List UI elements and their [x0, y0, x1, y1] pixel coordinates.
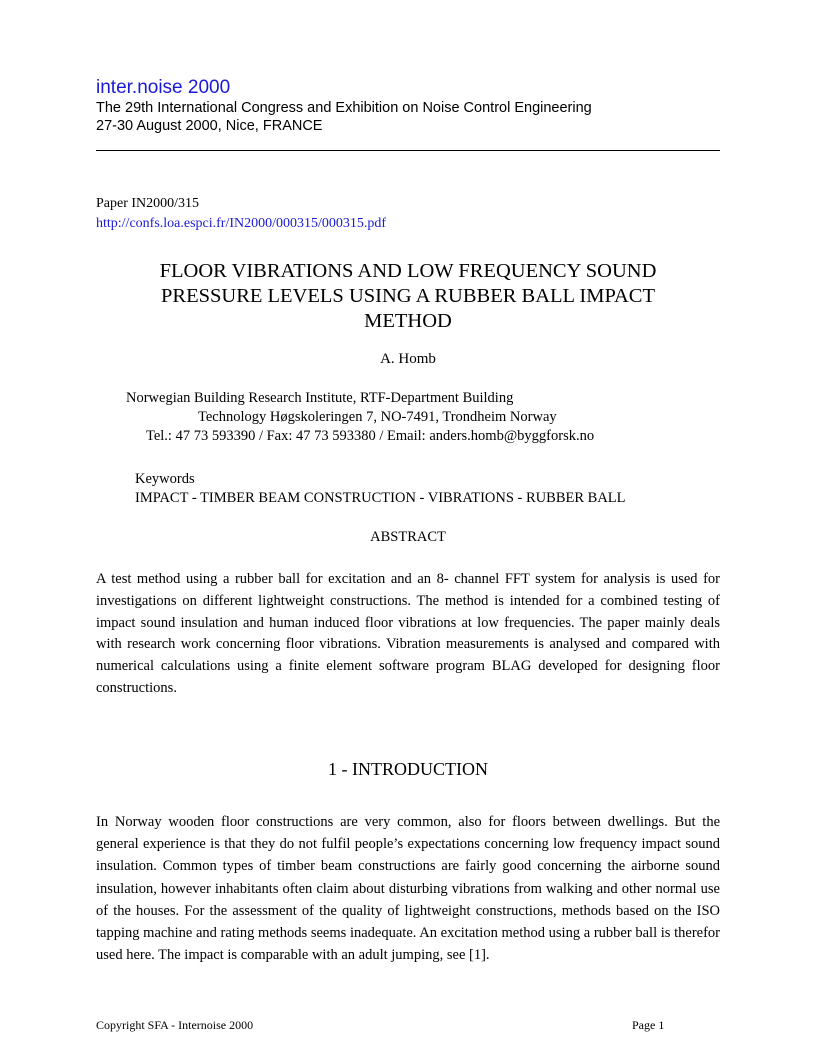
affiliation-line-2: Technology Høgskoleringen 7, NO-7491, Trondheim Norway [198, 409, 557, 425]
paper-title [96, 259, 720, 334]
paper-id: Paper IN2000/315 [96, 196, 200, 211]
author-name: A. Homb [380, 351, 436, 367]
title-line-1: FLOOR VIBRATIONS AND LOW FREQUENCY SOUND [159, 260, 657, 282]
congress-title: The 29th International Congress and Exhibition on Noise Control Engineering [96, 100, 592, 116]
conference-dates: 27-30 August 2000, Nice, FRANCE [96, 118, 323, 134]
affiliation-block [96, 389, 720, 446]
abstract-heading: ABSTRACT [370, 529, 446, 545]
affiliation-line-3: Tel.: 47 73 593390 / Fax: 47 73 593380 / Email: anders.homb@byggforsk.no [146, 428, 595, 444]
paper-url-link[interactable]: http://confs.loa.espci.fr/IN2000/000315/000315.pdf [96, 216, 387, 231]
keywords-label: Keywords [135, 471, 195, 487]
abstract-text: A test method using a rubber ball for excitation and an 8- channel FFT system for analysis is used for investigations on different lightweight constructions. The method is intended for a combined testing of impact sound insulation and human induced floor vibrations at low frequencies. The paper mainly deals with research work concerning floor vibrations. Vibration measurements is analysed and compared with numerical calculations using a finite element software program BLAG developed for designing floor constructions. [96, 571, 720, 696]
footer-page-number: Page 1 [632, 1018, 665, 1032]
footer-copyright: Copyright SFA - Internoise 2000 [96, 1018, 254, 1032]
title-line-2: PRESSURE LEVELS USING A RUBBER BALL IMPACT [161, 285, 655, 307]
header-divider [96, 150, 720, 151]
introduction-heading: 1 - INTRODUCTION [328, 759, 488, 779]
affiliation-line-1: Norwegian Building Research Institute, RTF-Department Building [126, 390, 514, 406]
conference-header [96, 77, 720, 135]
title-line-3: METHOD [364, 310, 452, 332]
introduction-text: In Norway wooden floor constructions are very common, also for floors between dwellings. But the general experience is that they do not fulfil people’s expectations concerning low frequency impact sound insulation. Common types of timber beam constructions are fairly good concerning the airborne sound insulation, however inhabitants often claim about disturbing vibrations from walking and other normal use of the houses. For the assessment of the quality of lightweight constructions, methods based on the ISO tapping machine and rating methods seems inadequate. An excitation method using a rubber ball is therefor used here. The impact is comparable with an adult jumping, see [1]. [96, 814, 720, 964]
keywords-list: IMPACT - TIMBER BEAM CONSTRUCTION - VIBRATIONS - RUBBER BALL [135, 490, 626, 506]
keywords-block [135, 470, 626, 508]
conference-name: inter.noise 2000 [96, 77, 231, 98]
